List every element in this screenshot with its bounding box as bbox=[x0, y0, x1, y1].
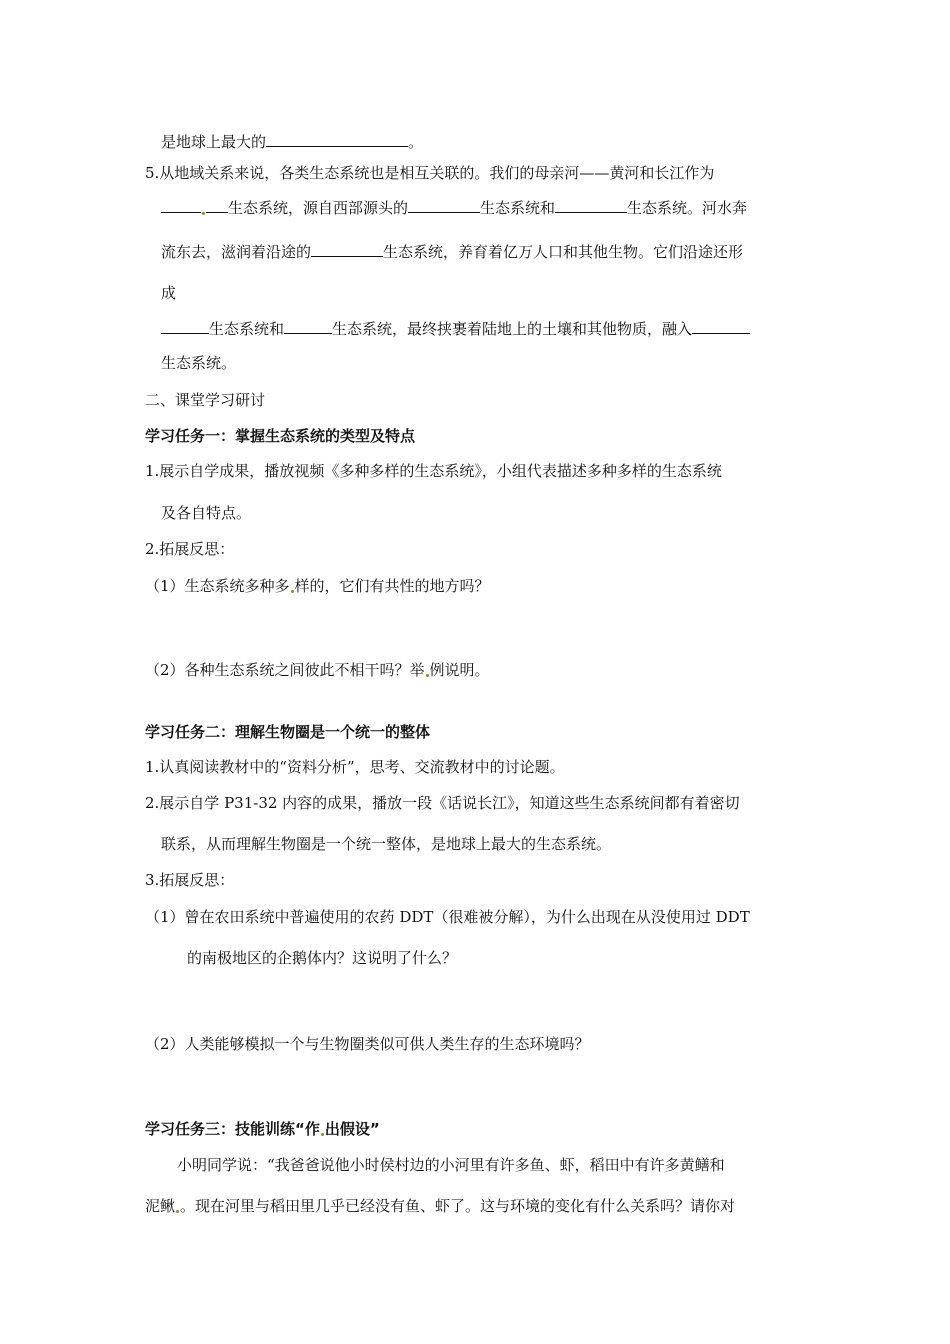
q5-l2-text-b: 生态系统和 bbox=[480, 199, 556, 217]
q5-line-5 bbox=[161, 318, 750, 339]
answer-blank[interactable] bbox=[555, 197, 627, 213]
q5-intro-line bbox=[145, 163, 714, 183]
answer-blank[interactable] bbox=[161, 318, 209, 334]
q4-tail-line bbox=[161, 131, 423, 152]
emphasis-dot bbox=[426, 674, 429, 677]
q5-l3-text-a: 流东去，滋润着沿途的 bbox=[161, 243, 312, 261]
task1-sub2-b: 例说明。 bbox=[429, 661, 490, 679]
task2-item2-line1: 2.展示自学 P31-32 内容的成果，播放一段《话说长江》，知道这些生态系统间都有着密切 bbox=[145, 794, 740, 812]
task2-title: 学习任务二：理解生物圈是一个统一的整体 bbox=[145, 723, 431, 741]
task1-item1-line1: 1.展示自学成果，播放视频《多种多样的生态系统》，小组代表描述多种多样的生态系统 bbox=[145, 462, 722, 480]
answer-blank[interactable] bbox=[692, 318, 750, 334]
emphasis-dot bbox=[291, 590, 294, 593]
q4-tail-period: 。 bbox=[408, 133, 424, 151]
task1-sub2-a: （2）各种生态系统之间彼此不相干吗？举 bbox=[145, 661, 425, 679]
task2-item1: 1.认真阅读教材中的“资料分析”，思考、交流教材中的讨论题。 bbox=[145, 758, 565, 776]
task1-sub1-b: 样的，它们有共性的地方吗？ bbox=[294, 577, 490, 595]
task1-sub2 bbox=[145, 660, 490, 680]
emphasis-dot bbox=[202, 212, 205, 215]
q5-l2-text-c: 生态系统。河水奔 bbox=[627, 199, 748, 217]
q5-l4-text: 成 bbox=[161, 284, 177, 302]
q5-l6-text: 生态系统。 bbox=[161, 354, 237, 372]
task2-item2-line2: 联系，从而理解生物圈是一个统一整体，是地球上最大的生态系统。 bbox=[161, 835, 612, 853]
q5-l2-text-a: 生态系统，源自西部源头的 bbox=[228, 199, 409, 217]
task2-sub2: （2）人类能够模拟一个与生物圈类似可供人类生存的生态环境吗？ bbox=[145, 1035, 590, 1053]
q5-line-4 bbox=[161, 283, 176, 303]
task1-sub1 bbox=[145, 576, 490, 596]
task1-sub1-a: （1）生态系统多种多 bbox=[145, 577, 290, 595]
q5-l3-text-b: 生态系统，养育着亿万人口和其他生物。它们沿途还形 bbox=[383, 243, 744, 261]
answer-blank[interactable] bbox=[266, 131, 408, 147]
q5-intro-text: 5.从地域关系来说，各类生态系统也是相互关联的。我们的母亲河——黄河和长江作为 bbox=[145, 164, 715, 182]
task3-para-l2-b: 。现在河里与稻田里几乎已经没有鱼、虾了。这与环境的变化有什么关系吗？请你对 bbox=[180, 1197, 736, 1215]
task1-title: 学习任务一：掌握生态系统的类型及特点 bbox=[145, 427, 416, 445]
task1-item1-line2: 及各自特点。 bbox=[161, 504, 252, 522]
section-heading: 二、课堂学习研讨 bbox=[145, 391, 266, 409]
task3-para-l2-a: 泥鳅 bbox=[145, 1197, 176, 1215]
task1-item2: 2.拓展反思： bbox=[145, 540, 235, 558]
q5-line-6 bbox=[161, 353, 236, 373]
answer-blank[interactable] bbox=[161, 197, 201, 213]
task3-para-line1: 小明同学说：“我爸爸说他小时侯村边的小河里有许多鱼、虾，稻田中有许多黄鳝和 bbox=[177, 1156, 725, 1174]
q5-l5-text-a: 生态系统和 bbox=[209, 320, 285, 338]
task3-para-line2 bbox=[145, 1196, 735, 1216]
answer-blank[interactable] bbox=[311, 241, 383, 257]
answer-blank[interactable] bbox=[206, 197, 228, 213]
task3-title-b: 出假设” bbox=[324, 1120, 380, 1138]
answer-blank[interactable] bbox=[284, 318, 332, 334]
task3-title bbox=[145, 1119, 380, 1139]
task2-sub1-line2: 的南极地区的企鹅体内？这说明了什么？ bbox=[187, 949, 458, 967]
q5-line-2 bbox=[161, 197, 747, 218]
task2-sub1-line1: （1）曾在农田系统中普遍使用的农药 DDT（很难被分解），为什么出现在从没使用过 DDT bbox=[145, 908, 750, 926]
task3-title-a: 学习任务三：技能训练“作 bbox=[145, 1120, 320, 1138]
answer-blank[interactable] bbox=[408, 197, 480, 213]
q4-tail-text: 是地球上最大的 bbox=[161, 133, 267, 151]
q5-l5-text-b: 生态系统，最终挟裹着陆地上的土壤和其他物质，融入 bbox=[332, 320, 693, 338]
emphasis-dot bbox=[176, 1210, 179, 1213]
q5-line-3 bbox=[161, 241, 743, 262]
task2-item3: 3.拓展反思： bbox=[145, 871, 235, 889]
emphasis-dot bbox=[321, 1133, 324, 1136]
